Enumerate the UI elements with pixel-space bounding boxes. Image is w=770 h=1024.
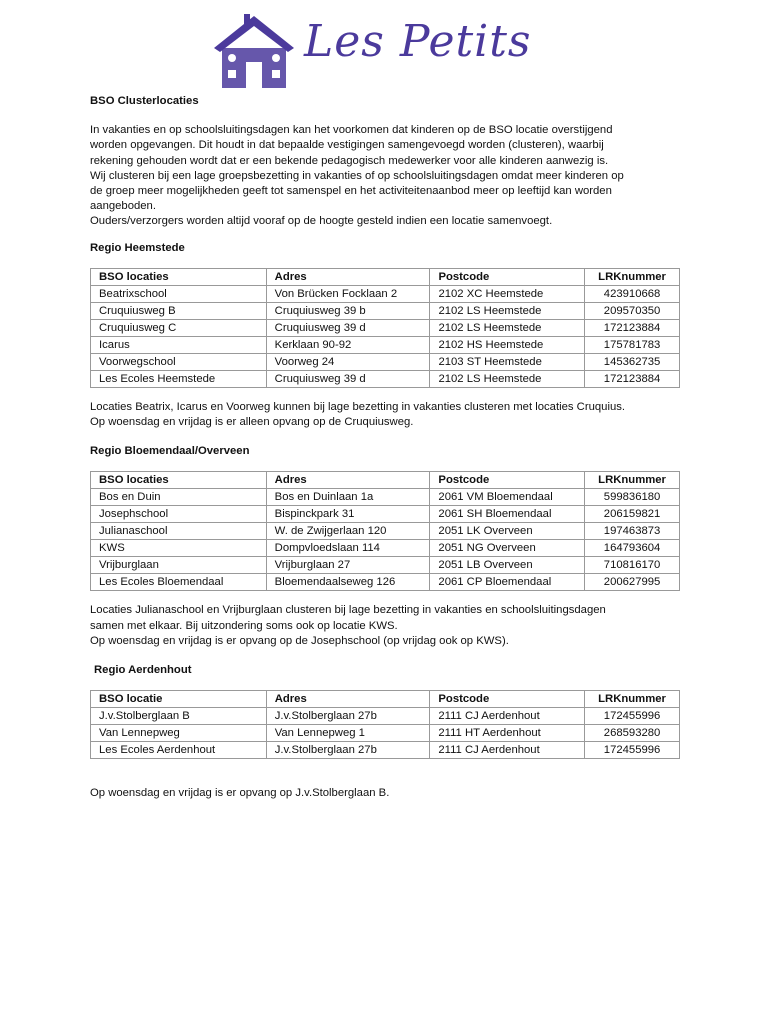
column-header: LRKnummer	[585, 268, 680, 285]
cell-postcode: 2102 LS Heemstede	[430, 302, 585, 319]
house-logo-icon	[212, 12, 296, 92]
column-header: BSO locaties	[91, 472, 267, 489]
cell-address: Cruquiusweg 39 b	[266, 302, 430, 319]
column-header: Adres	[266, 268, 430, 285]
note-line: Op woensdag en vrijdag is er opvang op J.v.Stolberglaan B.	[90, 787, 390, 800]
intro-line: aangeboden.	[90, 200, 156, 213]
cell-lrk: 175781783	[585, 336, 680, 353]
table-row	[91, 523, 680, 540]
column-header: Postcode	[430, 268, 585, 285]
table-row	[91, 708, 680, 725]
cell-postcode: 2111 CJ Aerdenhout	[430, 708, 585, 725]
cell-address: Vrijburglaan 27	[266, 557, 430, 574]
intro-line: Ouders/verzorgers worden altijd vooraf op de hoogte gesteld indien een locatie samenvoegt.	[90, 215, 553, 228]
cell-address: Cruquiusweg 39 d	[266, 319, 430, 336]
cell-postcode: 2102 XC Heemstede	[430, 285, 585, 302]
column-header: BSO locatie	[91, 691, 267, 708]
cell-lrk: 164793604	[585, 540, 680, 557]
cell-postcode: 2051 NG Overveen	[430, 540, 585, 557]
logo-text: Les Petits	[304, 16, 532, 67]
cell-location: Beatrixschool	[91, 285, 267, 302]
table-header-row	[91, 472, 680, 489]
cell-address: Voorweg 24	[266, 353, 430, 370]
cell-address: Van Lennepweg 1	[266, 725, 430, 742]
cell-lrk: 172123884	[585, 319, 680, 336]
region-note-bloemendaal	[90, 603, 690, 649]
table-row	[91, 336, 680, 353]
cell-postcode: 2102 HS Heemstede	[430, 336, 585, 353]
table-row	[91, 540, 680, 557]
column-header: LRKnummer	[585, 472, 680, 489]
column-header: LRKnummer	[585, 691, 680, 708]
region-title-bloemendaal: Regio Bloemendaal/Overveen	[90, 445, 250, 458]
document-body	[90, 94, 690, 801]
cell-postcode: 2051 LK Overveen	[430, 523, 585, 540]
table-row	[91, 557, 680, 574]
cell-postcode: 2103 ST Heemstede	[430, 353, 585, 370]
cell-lrk: 172455996	[585, 708, 680, 725]
cell-address: Von Brücken Focklaan 2	[266, 285, 430, 302]
table-row	[91, 319, 680, 336]
cell-lrk: 268593280	[585, 725, 680, 742]
cell-location: Cruquiusweg C	[91, 319, 267, 336]
cell-postcode: 2061 SH Bloemendaal	[430, 506, 585, 523]
intro-line: de groep meer mogelijkheden geeft tot samenspel en het activiteitenaanbod meer op leeftijd kan worden	[90, 185, 612, 198]
note-line: Locaties Julianaschool en Vrijburglaan clusteren bij lage bezetting in vakanties en schoolsluitingsdagen	[90, 604, 606, 617]
column-header: Postcode	[430, 691, 585, 708]
intro-line: worden opgevangen. Dit houdt in dat bepaalde vestigingen samengevoegd worden (clusteren), waarbij	[90, 139, 604, 152]
column-header: Postcode	[430, 472, 585, 489]
intro-paragraph	[90, 123, 690, 229]
table-heemstede	[90, 268, 680, 388]
cell-location: Bos en Duin	[91, 489, 267, 506]
cell-lrk: 200627995	[585, 574, 680, 591]
cell-address: Dompvloedslaan 114	[266, 540, 430, 557]
column-header: Adres	[266, 472, 430, 489]
intro-line: Wij clusteren bij een lage groepsbezetting in vakanties of op schoolsluitingsdagen omdat meer kinderen op	[90, 169, 624, 182]
table-header-row	[91, 691, 680, 708]
cell-postcode: 2061 CP Bloemendaal	[430, 574, 585, 591]
cell-location: Van Lennepweg	[91, 725, 267, 742]
cell-location: Les Ecoles Aerdenhout	[91, 742, 267, 759]
cell-postcode: 2051 LB Overveen	[430, 557, 585, 574]
table-row	[91, 574, 680, 591]
cell-lrk: 710816170	[585, 557, 680, 574]
table-aerdenhout	[90, 690, 680, 759]
cell-lrk: 197463873	[585, 523, 680, 540]
table-row	[91, 302, 680, 319]
cell-location: Vrijburglaan	[91, 557, 267, 574]
cell-location: Icarus	[91, 336, 267, 353]
cell-lrk: 172123884	[585, 370, 680, 387]
region-note-heemstede	[90, 400, 690, 430]
note-line: Locaties Beatrix, Icarus en Voorweg kunnen bij lage bezetting in vakanties clusteren met locaties Cruquius.	[90, 400, 626, 413]
cell-lrk: 599836180	[585, 489, 680, 506]
cell-address: W. de Zwijgerlaan 120	[266, 523, 430, 540]
cell-address: Bispinckpark 31	[266, 506, 430, 523]
cell-location: KWS	[91, 540, 267, 557]
cell-postcode: 2061 VM Bloemendaal	[430, 489, 585, 506]
cell-location: Julianaschool	[91, 523, 267, 540]
cell-lrk: 423910668	[585, 285, 680, 302]
cell-address: Kerklaan 90-92	[266, 336, 430, 353]
cell-address: Cruquiusweg 39 d	[266, 370, 430, 387]
table-bloemendaal	[90, 471, 680, 591]
cell-location: Cruquiusweg B	[91, 302, 267, 319]
note-line: Op woensdag en vrijdag is er opvang op de Josephschool (op vrijdag ook op KWS).	[90, 634, 509, 647]
table-row	[91, 370, 680, 387]
region-title-heemstede: Regio Heemstede	[90, 241, 185, 254]
cell-postcode: 2102 LS Heemstede	[430, 370, 585, 387]
region-title-aerdenhout: Regio Aerdenhout	[94, 664, 192, 677]
cell-location: Les Ecoles Bloemendaal	[91, 574, 267, 591]
note-line	[90, 771, 690, 786]
cell-location: Les Ecoles Heemstede	[91, 370, 267, 387]
table-header-row	[91, 268, 680, 285]
table-row	[91, 353, 680, 370]
cell-location: J.v.Stolberglaan B	[91, 708, 267, 725]
note-line: samen met elkaar. Bij uitzondering soms ook op locatie KWS.	[90, 619, 398, 632]
intro-line: rekening gehouden wordt dat er een bekende pedagogisch medewerker voor alle kinderen aanwezig is.	[90, 154, 609, 167]
cell-postcode: 2111 CJ Aerdenhout	[430, 742, 585, 759]
cell-location: Josephschool	[91, 506, 267, 523]
table-row	[91, 506, 680, 523]
cell-lrk: 145362735	[585, 353, 680, 370]
cell-lrk: 206159821	[585, 506, 680, 523]
region-note-aerdenhout	[90, 771, 690, 801]
table-row	[91, 489, 680, 506]
table-row	[91, 742, 680, 759]
column-header: Adres	[266, 691, 430, 708]
page-title: BSO Clusterlocaties	[90, 95, 199, 107]
cell-lrk: 209570350	[585, 302, 680, 319]
note-line: Op woensdag en vrijdag is er alleen opvang op de Cruquiusweg.	[90, 416, 414, 429]
cell-address: Bos en Duinlaan 1a	[266, 489, 430, 506]
cell-address: J.v.Stolberglaan 27b	[266, 742, 430, 759]
table-row	[91, 285, 680, 302]
cell-postcode: 2111 HT Aerdenhout	[430, 725, 585, 742]
cell-location: Voorwegschool	[91, 353, 267, 370]
column-header: BSO locaties	[91, 268, 267, 285]
cell-address: Bloemendaalseweg 126	[266, 574, 430, 591]
table-row	[91, 725, 680, 742]
cell-lrk: 172455996	[585, 742, 680, 759]
cell-postcode: 2102 LS Heemstede	[430, 319, 585, 336]
cell-address: J.v.Stolberglaan 27b	[266, 708, 430, 725]
intro-line: In vakanties en op schoolsluitingsdagen kan het voorkomen dat kinderen op de BSO locatie overstijgend	[90, 124, 613, 137]
logo	[212, 12, 542, 94]
